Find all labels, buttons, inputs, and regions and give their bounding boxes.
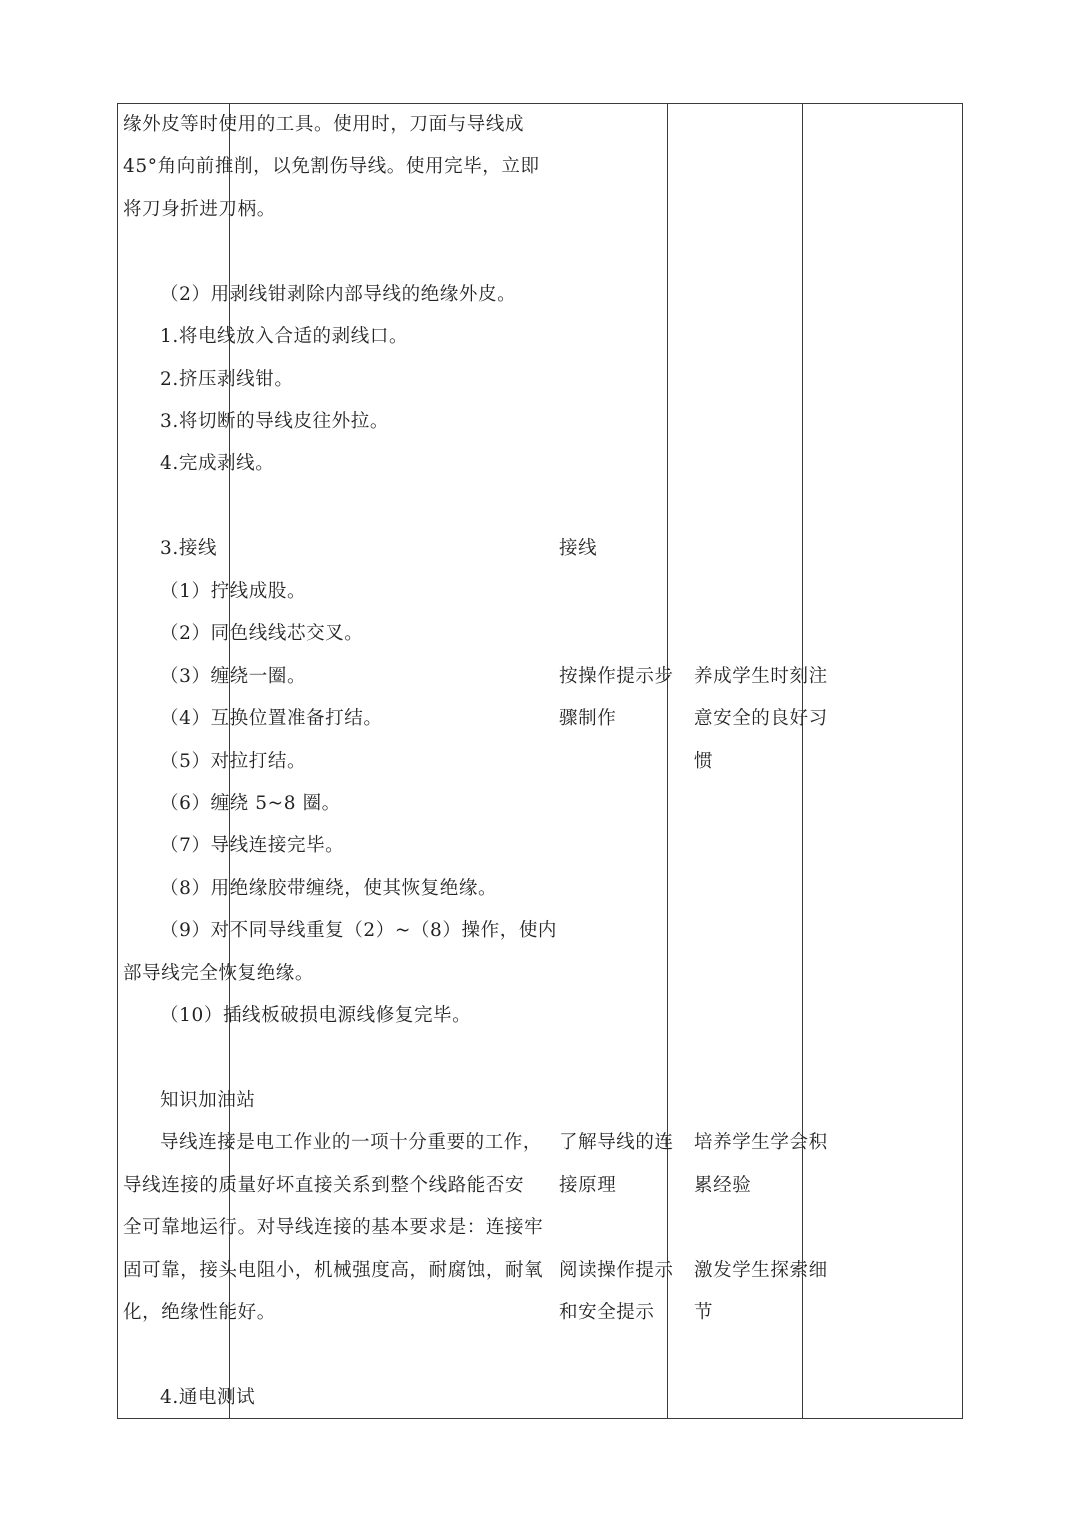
content-line: 2.挤压剥线钳。 <box>160 369 294 390</box>
content-line: 部导线完全恢复绝缘。 <box>123 963 315 984</box>
content-line: （10）插线板破损电源线修复完毕。 <box>160 1005 472 1026</box>
activity-line: 接线 <box>559 538 598 559</box>
content-line: （3）缠绕一圈。 <box>160 666 307 687</box>
content-line: 固可靠，接头电阻小，机械强度高，耐腐蚀，耐氧 <box>123 1260 544 1281</box>
content-line: 3.将切断的导线皮往外拉。 <box>160 411 389 432</box>
content-line: 45°角向前推削，以免割伤导线。使用完毕，立即 <box>123 156 540 177</box>
content-line: （2）同色线线芯交叉。 <box>160 623 364 644</box>
content-line: （5）对拉打结。 <box>160 751 307 772</box>
intent-line: 惯 <box>694 751 714 772</box>
intent-line: 培养学生学会积 <box>694 1132 828 1153</box>
section-heading: 知识加油站 <box>160 1090 256 1111</box>
content-line: 导线连接是电工作业的一项十分重要的工作， <box>160 1132 543 1153</box>
content-line: 化，绝缘性能好。 <box>123 1302 276 1323</box>
column-divider <box>667 104 668 1418</box>
content-line: （8）用绝缘胶带缠绕，使其恢复绝缘。 <box>160 878 498 899</box>
activity-line: 接原理 <box>559 1175 617 1196</box>
content-line: 导线连接的质量好坏直接关系到整个线路能否安 <box>123 1175 525 1196</box>
activity-line: 按操作提示步 <box>559 666 674 687</box>
section-heading: 3.接线 <box>160 538 218 559</box>
content-line: 4.完成剥线。 <box>160 453 275 474</box>
content-line: （1）拧线成股。 <box>160 581 307 602</box>
section-heading: 4.通电测试 <box>160 1387 256 1408</box>
activity-line: 骤制作 <box>559 708 617 729</box>
intent-line: 节 <box>694 1302 714 1323</box>
content-line: 1.将电线放入合适的剥线口。 <box>160 326 409 347</box>
content-line: （9）对不同导线重复（2）~（8）操作，使内 <box>160 920 558 941</box>
intent-line: 意安全的良好习 <box>694 708 828 729</box>
intent-line: 养成学生时刻注 <box>694 666 828 687</box>
intent-line: 激发学生探索细 <box>694 1260 828 1281</box>
activity-line: 了解导线的连 <box>559 1132 674 1153</box>
content-line: 将刀身折进刀柄。 <box>123 199 276 220</box>
activity-line: 和安全提示 <box>559 1302 655 1323</box>
content-line: （6）缠绕 5~8 圈。 <box>160 793 341 814</box>
column-divider <box>802 104 803 1418</box>
content-line: （4）互换位置准备打结。 <box>160 708 383 729</box>
content-line: 全可靠地运行。对导线连接的基本要求是：连接牢 <box>123 1217 544 1238</box>
intent-line: 累经验 <box>694 1175 752 1196</box>
content-line: 缘外皮等时使用的工具。使用时，刀面与导线成 <box>123 114 525 135</box>
activity-line: 阅读操作提示 <box>559 1260 674 1281</box>
content-line: （2）用剥线钳剥除内部导线的绝缘外皮。 <box>160 284 517 305</box>
content-line: （7）导线连接完毕。 <box>160 835 345 856</box>
